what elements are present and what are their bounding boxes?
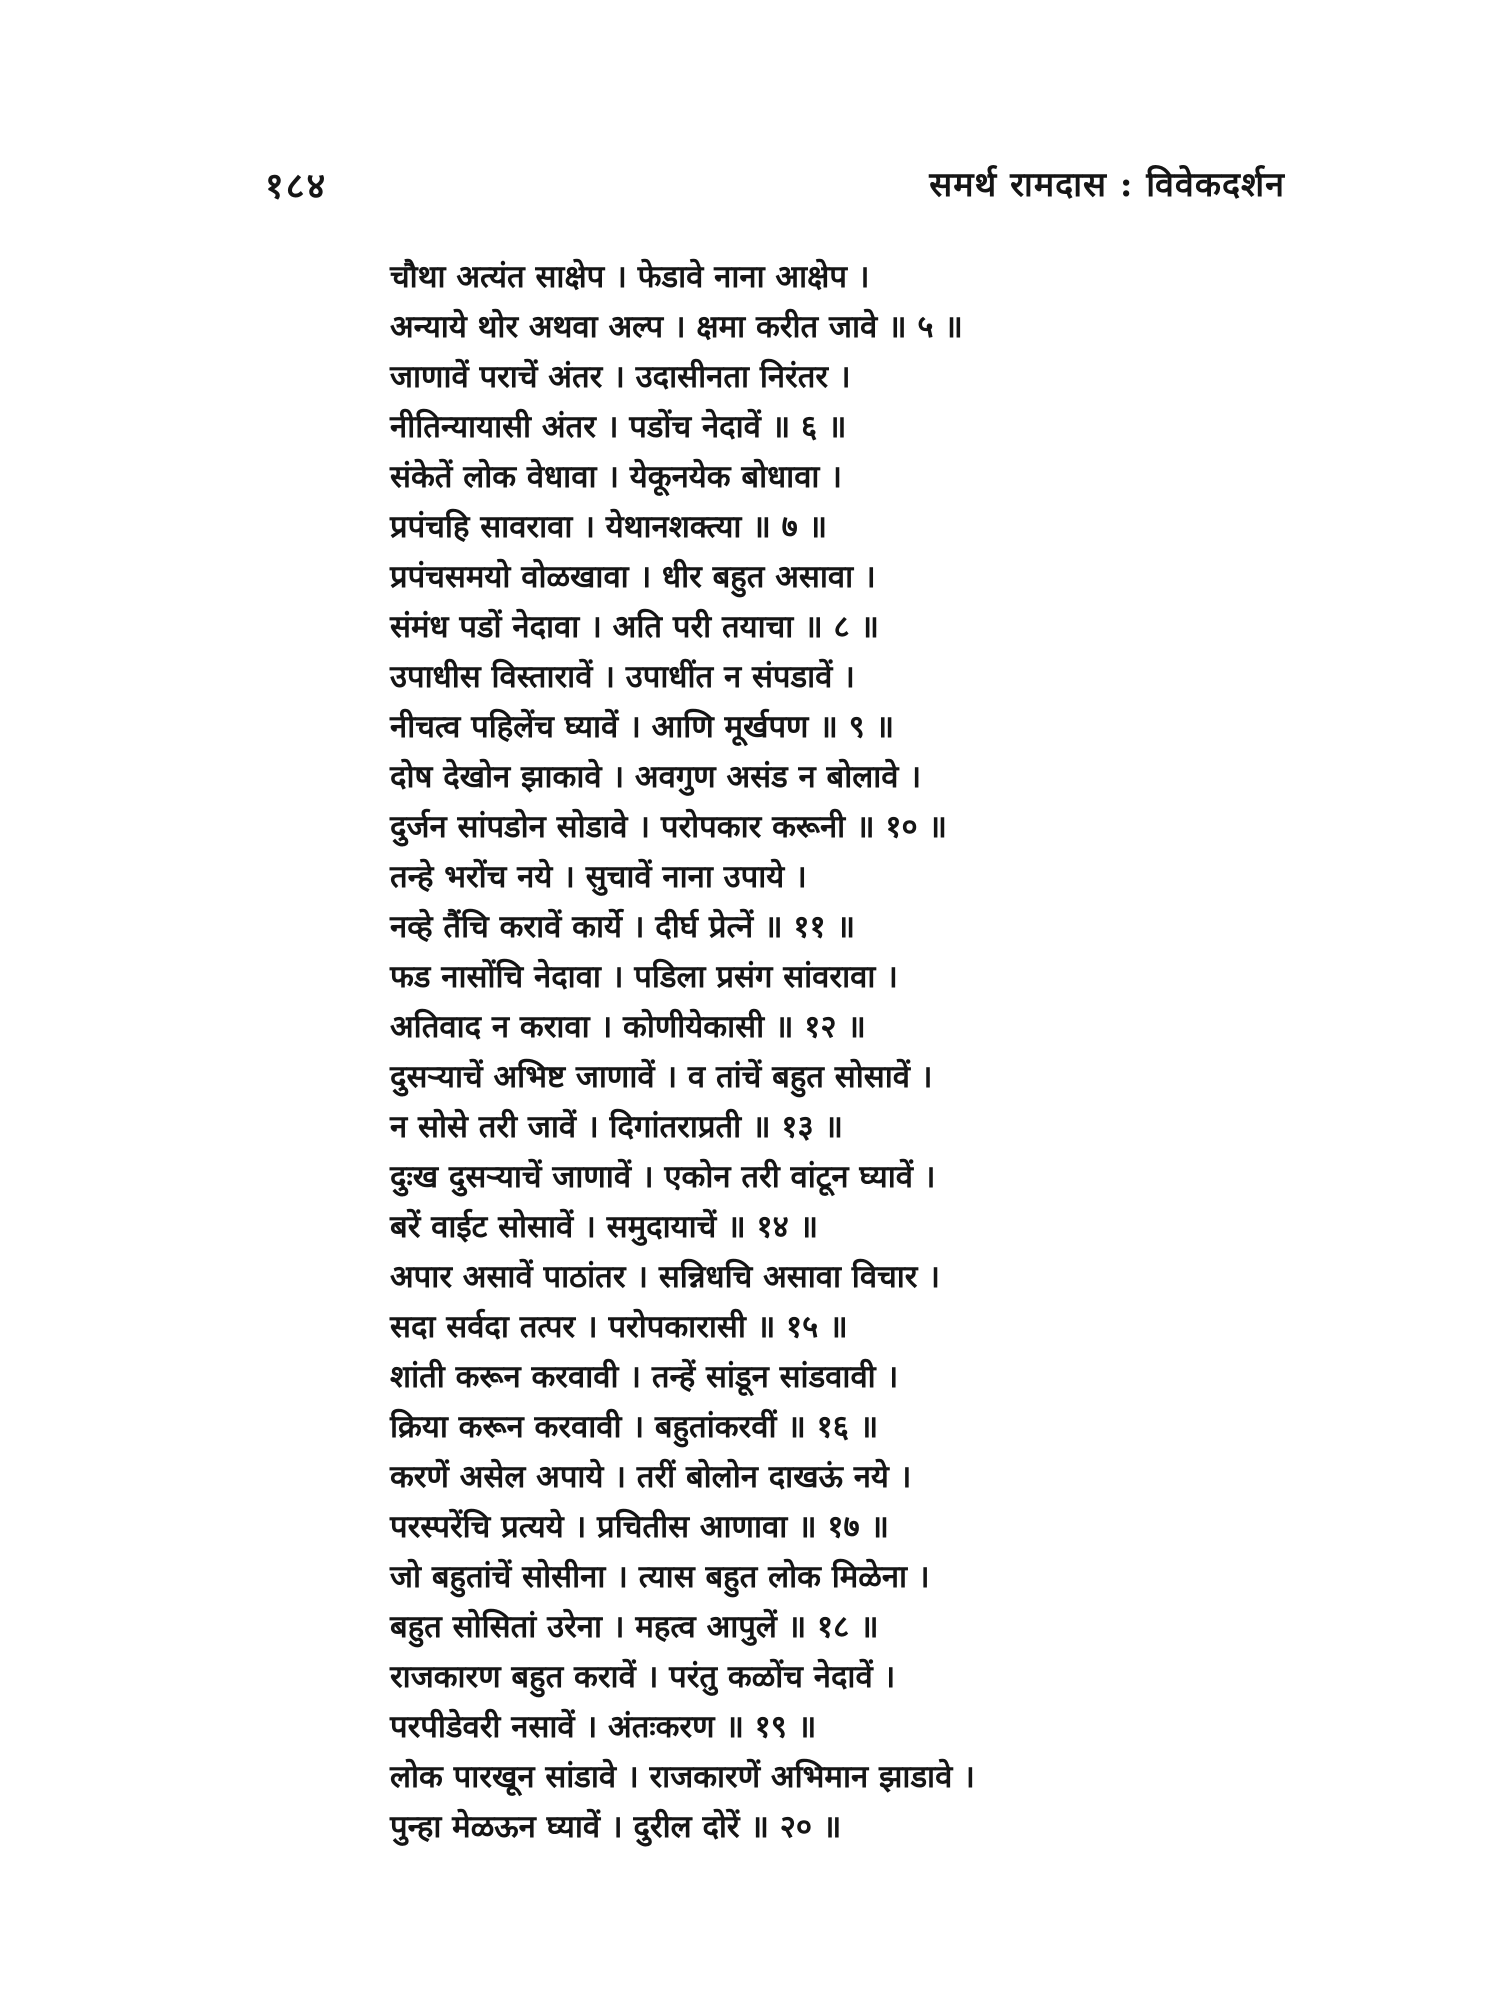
verse-line: नीचत्व पहिलेंच घ्यावें । आणि मूर्खपण ॥ ९ ॥ (390, 709, 895, 745)
verse-line: जाणावें पराचें अंतर । उदासीनता निरंतर । (390, 359, 851, 395)
stanza-16 (390, 1352, 1390, 1452)
stanza-19 (390, 1652, 1390, 1752)
verse-line: तन्हे भरोंच नये । सुचावें नाना उपाये । (390, 859, 807, 895)
verse-line: प्रपंचसमयो वोळखावा । धीर बहुत असावा । (390, 559, 876, 595)
verse-line: दुर्जन सांपडोन सोडावे । परोपकार करूनी ॥ १० ॥ (390, 809, 947, 845)
verse-line: पुन्हा मेळऊन घ्यावें । दुरील दोरें ॥ २० ॥ (390, 1809, 842, 1845)
verse-line: फड नासोंचि नेदावा । पडिला प्रसंग सांवरावा । (390, 959, 898, 995)
stanza-17 (390, 1452, 1390, 1552)
running-title: समर्थ रामदास : विवेकदर्शन (929, 165, 1285, 205)
stanza-11 (390, 852, 1390, 952)
verse-line: शांती करून करवावी । तन्हें सांडून सांडवावी । (390, 1359, 899, 1395)
verse-line: दुसऱ्याचें अभिष्ट जाणावें । व तांचें बहुत सोसावें । (390, 1059, 933, 1095)
verse-line: न सोसे तरी जावें । दिगांतराप्रती ॥ १३ ॥ (390, 1109, 843, 1145)
stanza-14 (390, 1152, 1390, 1252)
verse-line: दोष देखोन झाकावे । अवगुण असंड न बोलावे । (390, 759, 922, 795)
stanza-5 (390, 252, 1390, 352)
verse-line: क्रिया करून करवावी । बहुतांकरवीं ॥ १६ ॥ (390, 1409, 879, 1445)
verse-line: नीतिन्यायासी अंतर । पडोंच नेदावें ॥ ६ ॥ (390, 409, 847, 445)
verse-body (390, 252, 1390, 1852)
verse-line: परपीडेवरी नसावें । अंतःकरण ॥ १९ ॥ (390, 1709, 817, 1745)
verse-line: जो बहुतांचें सोसीना । त्यास बहुत लोक मिळेना । (390, 1559, 930, 1595)
verse-line: लोक पारखून सांडावे । राजकारणें अभिमान झाडावे । (390, 1759, 975, 1795)
verse-line: परस्परेंचि प्रत्यये । प्रचितीस आणावा ॥ १७ ॥ (390, 1509, 890, 1545)
page-number: १८४ (265, 165, 328, 207)
stanza-10 (390, 752, 1390, 852)
verse-line: सदा सर्वदा तत्पर । परोपकारासी ॥ १५ ॥ (390, 1309, 848, 1345)
verse-line: संमंध पडों नेदावा । अति परी तयाचा ॥ ८ ॥ (390, 609, 879, 645)
verse-line: नव्हे तैंचि करावें कार्ये । दीर्घ प्रेत्नें ॥ ११ ॥ (390, 909, 856, 945)
verse-line: करणें असेल अपाये । तरीं बोलोन दाखऊं नये । (390, 1459, 912, 1495)
verse-line: अपार असावें पाठांतर । सन्निधचि असावा विचार । (390, 1259, 941, 1295)
verse-line: बरें वाईट सोसावें । समुदायाचें ॥ १४ ॥ (390, 1209, 819, 1245)
verse-line: दुःख दुसऱ्याचें जाणावें । एकोन तरी वांटून घ्यावें । (390, 1159, 936, 1195)
verse-line: उपाधीस विस्तारावें । उपाधींत न संपडावें । (390, 659, 855, 695)
verse-line: बहुत सोसितां उरेना । महत्व आपुलें ॥ १८ ॥ (390, 1609, 879, 1645)
verse-line: राजकारण बहुत करावें । परंतु कळोंच नेदावें । (390, 1659, 896, 1695)
verse-line: चौथा अत्यंत साक्षेप । फेडावे नाना आक्षेप । (390, 259, 870, 295)
stanza-13 (390, 1052, 1390, 1152)
stanza-20 (390, 1752, 1390, 1852)
stanza-8 (390, 552, 1390, 652)
verse-line: अन्याये थोर अथवा अल्प । क्षमा करीत जावे ॥ ५ ॥ (390, 309, 963, 345)
stanza-15 (390, 1252, 1390, 1352)
stanza-7 (390, 452, 1390, 552)
verse-line: प्रपंचहि सावरावा । येथानशक्त्या ॥ ७ ॥ (390, 509, 828, 545)
stanza-6 (390, 352, 1390, 452)
stanza-9 (390, 652, 1390, 752)
verse-line: अतिवाद न करावा । कोणीयेकासी ॥ १२ ॥ (390, 1009, 866, 1045)
verse-line: संकेतें लोक वेधावा । येकूनयेक बोधावा । (390, 459, 843, 495)
stanza-12 (390, 952, 1390, 1052)
stanza-18 (390, 1552, 1390, 1652)
